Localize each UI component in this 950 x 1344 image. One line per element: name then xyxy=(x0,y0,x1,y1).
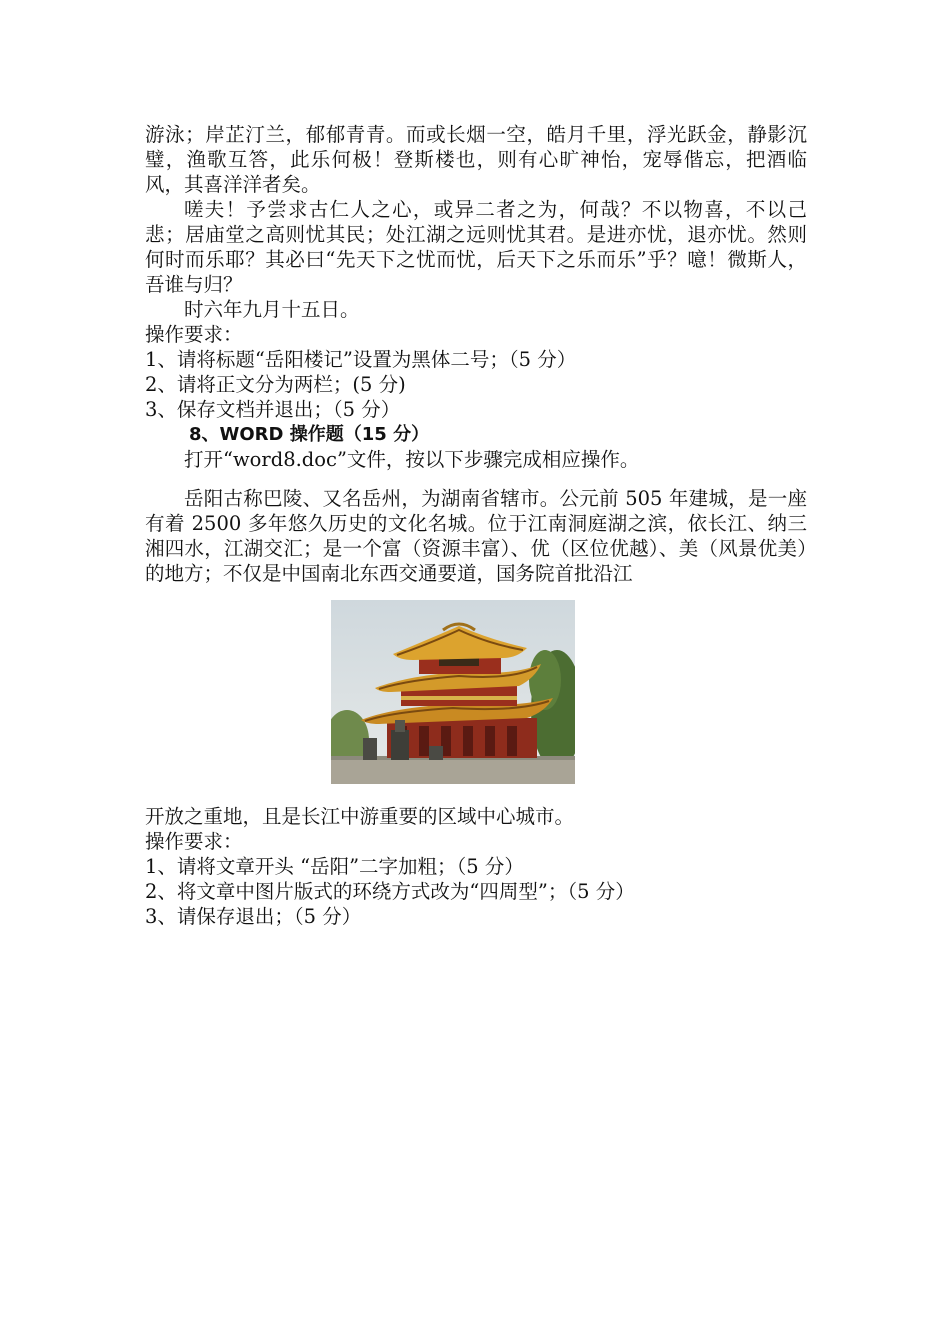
requirement-item: 2、请将正文分为两栏；(5 分) xyxy=(145,373,406,396)
yueyang-paragraph: 岳阳古称巴陵、又名岳州，为湖南省辖市。公元前 505 年建城，是一座有着 2500 多年悠久历史的文化名城。位于江南洞庭湖之滨，依长江、纳三湘四水，江湖交汇；是一个富（资源丰富）、优（区位优越）、美（风景优美）的地方；不仅是中国南北东西交通要道，国务院首批沿江 xyxy=(145,487,807,585)
yueyang-paragraph-continued: 开放之重地，且是长江中游重要的区域中心城市。 xyxy=(145,805,575,828)
document-body xyxy=(145,122,807,929)
requirement-item: 3、请保存退出；（5 分） xyxy=(145,905,362,928)
date-line: 时六年九月十五日。 xyxy=(184,298,360,321)
essay-paragraph: 嗟夫！予尝求古仁人之心，或异二者之为，何哉？不以物喜，不以己悲；居庙堂之高则忧其民；处江湖之远则忧其君。是进亦忧，退亦忧。然则何时而乐耶？其必曰“先天下之忧而忧，后天下之乐而乐”乎？噫！微斯人，吾谁与归？ xyxy=(145,198,807,296)
question-intro: 打开“word8.doc”文件，按以下步骤完成相应操作。 xyxy=(184,448,640,471)
requirement-item: 1、请将文章开头 “岳阳”二字加粗；（5 分） xyxy=(145,855,524,878)
essay-paragraph: 游泳；岸芷汀兰，郁郁青青。而或长烟一空，皓月千里，浮光跃金，静影沉璧，渔歌互答，此乐何极！登斯楼也，则有心旷神怡，宠辱偕忘，把酒临风，其喜洋洋者矣。 xyxy=(145,123,807,196)
yueyang-tower-image xyxy=(331,600,575,784)
requirement-item: 1、请将标题“岳阳楼记”设置为黑体二号；（5 分） xyxy=(145,348,577,371)
requirements-heading: 操作要求： xyxy=(145,830,243,853)
question-title: 8、WORD 操作题（15 分） xyxy=(189,424,430,445)
requirement-item: 3、保存文档并退出；（5 分） xyxy=(145,398,401,421)
requirements-heading: 操作要求： xyxy=(145,323,243,346)
requirement-item: 2、将文章中图片版式的环绕方式改为“四周型”；（5 分） xyxy=(145,880,635,903)
